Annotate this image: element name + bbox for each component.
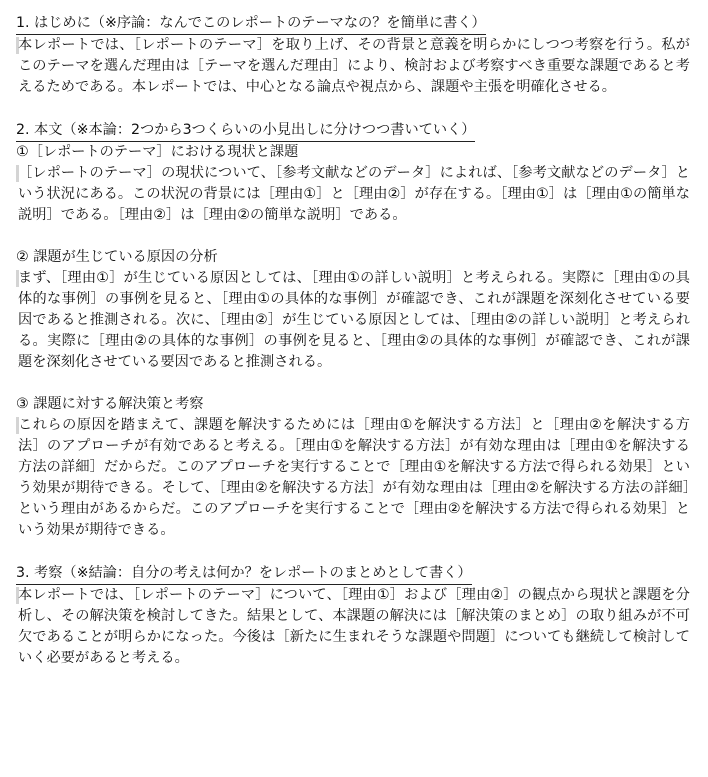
section-introduction bbox=[16, 12, 690, 98]
paragraph-solutions[interactable]: これらの原因を踏まえて、課題を解決するためには［理由①を解決する方法］と［理由②を解決する方法］のアプローチが有効であると考える。［理由①を解決する方法］が有効な理由は［理由①を解決する方法の詳細］だからだ。このアプローチを実行することで［理由①を解決する方法で得られる効果］という効果が期待できる。そして、［理由②を解決する方法］が有効な理由は［理由②を解決する方法の詳細］という理由があるからだ。このアプローチを実行することで［理由②を解決する方法で得られる効果］という効果が期待できる。 bbox=[18, 417, 690, 538]
section-conclusion bbox=[16, 562, 690, 669]
blank-line bbox=[16, 373, 690, 394]
section-heading-main-body: 2. 本文（※本論：2つから3つくらいの小見出しに分けつつ書いていく） bbox=[16, 119, 475, 142]
paragraph-introduction-wrap bbox=[16, 35, 690, 98]
paragraph-current-status-wrap bbox=[16, 163, 690, 226]
paragraph-conclusion[interactable]: 本レポートでは、［レポートのテーマ］について、［理由①］および［理由②］の観点から現状と課題を分析し、その解決策を検討してきた。結果として、本課題の解決には［解決策のまとめ］の取り組みが不可欠であることが明らかになった。今後は［新たに生まれそうな課題や問題］についても継続して検討していく必要があると考える。 bbox=[18, 587, 690, 666]
paragraph-cause-analysis-wrap bbox=[16, 268, 690, 373]
section-main-body bbox=[16, 119, 690, 541]
paragraph-current-status[interactable]: ［レポートのテーマ］の現状について、［参考文献などのデータ］によれば、［参考文献などのデータ］という状況にある。この状況の背景には［理由①］と［理由②］が存在する。［理由①］は［理由①の簡単な説明］である。［理由②］は［理由②の簡単な説明］である。 bbox=[18, 165, 690, 223]
section-heading-conclusion: 3. 考察（※結論：自分の考えは何か？をレポートのまとめとして書く） bbox=[16, 562, 472, 585]
paragraph-conclusion-wrap bbox=[16, 585, 690, 669]
blank-line bbox=[16, 98, 690, 119]
paragraph-cause-analysis[interactable]: まず、［理由①］が生じている原因としては、［理由①の詳しい説明］と考えられる。実際に［理由①の具体的な事例］の事例を見ると、［理由①の具体的な事例］が確認でき、これが課題を深刻化させている要因であると推測される。次に、［理由②］が生じている原因としては、［理由②の詳しい説明］と考えられる。実際に［理由②の具体的な事例］の事例を見ると、［理由②の具体的な事例］が確認でき、これが課題を深刻化させている要因であると推測される。 bbox=[18, 270, 690, 370]
blank-line bbox=[16, 541, 690, 562]
paragraph-solutions-wrap bbox=[16, 415, 690, 541]
subheading-cause-analysis: ② 課題が生じている原因の分析 bbox=[16, 249, 218, 265]
section-heading-introduction: 1. はじめに（※序論：なんでこのレポートのテーマなの？を簡単に書く） bbox=[16, 12, 486, 35]
subheading-solutions: ③ 課題に対する解決策と考察 bbox=[16, 396, 204, 412]
subheading-current-status: ①［レポートのテーマ］における現状と課題 bbox=[16, 144, 299, 160]
paragraph-introduction[interactable]: 本レポートでは、［レポートのテーマ］を取り上げ、その背景と意義を明らかにしつつ考察を行う。私がこのテーマを選んだ理由は［テーマを選んだ理由］により、検討および考察すべき重要な課題であると考えるためである。本レポートでは、中心となる論点や視点から、課題や主張を明確化させる。 bbox=[18, 37, 690, 95]
blank-line bbox=[16, 226, 690, 247]
